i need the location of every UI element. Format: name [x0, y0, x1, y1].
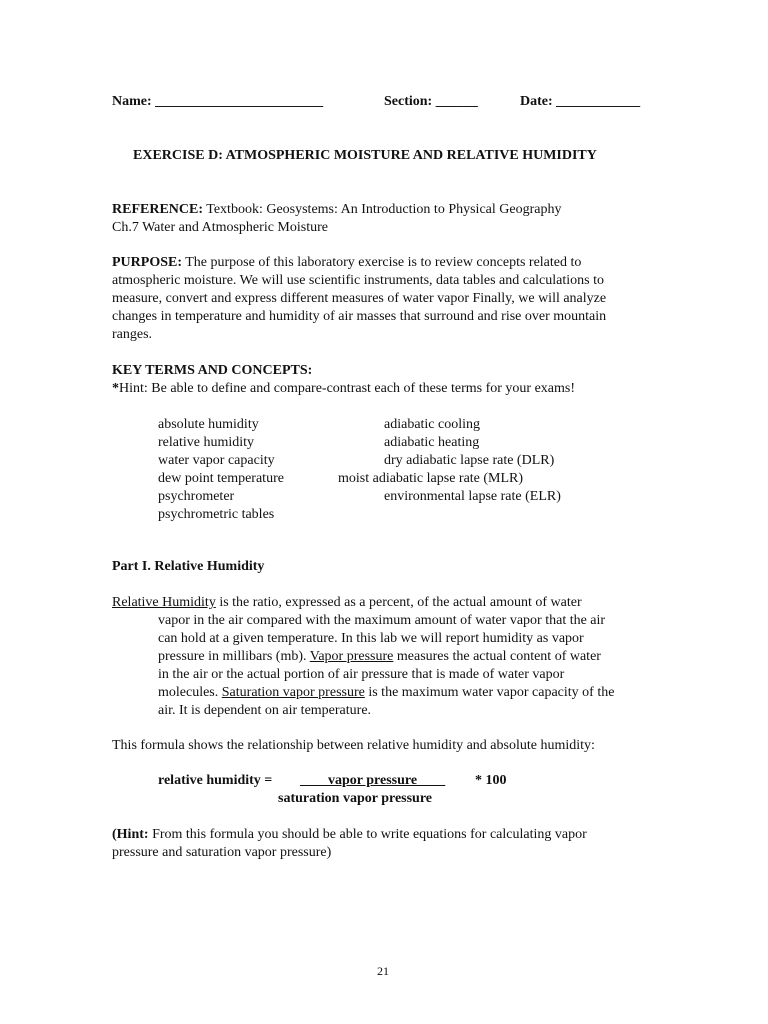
- formula-lhs: relative humidity =: [158, 773, 273, 788]
- name-field: [112, 93, 323, 111]
- date-label: Date:: [520, 94, 553, 109]
- term-item: water vapor capacity: [158, 453, 275, 468]
- key-terms-heading: KEY TERMS AND CONCEPTS:: [112, 363, 313, 378]
- relative-humidity-term: Relative Humidity: [112, 595, 216, 610]
- key-terms-hint: *Hint: Be able to define and compare-contrast each of these terms for your exams!: [112, 381, 575, 396]
- term-item: adiabatic heating: [384, 435, 480, 450]
- term-item: environmental lapse rate (ELR): [384, 489, 561, 504]
- purpose-paragraph: PURPOSE: The purpose of this laboratory exercise is to review concepts related to atmospheric moisture. We will use scientific instruments, data tables and calculations to measure, convert and express different measures of water vapor Finally, we will analyze changes in temperature and humidity of air masses that surround and rise over mountain ranges.: [112, 255, 607, 342]
- hint-line1: (Hint: From this formula you should be able to write equations for calculating vapor: [112, 827, 587, 842]
- saturation-vapor-pressure-term: Saturation vapor pressure: [221, 685, 365, 700]
- date-blank: ____________: [556, 94, 641, 109]
- name-blank: ________________________: [155, 94, 324, 109]
- formula-numerator: ____vapor pressure____: [300, 773, 446, 788]
- part1-heading: Part I. Relative Humidity: [112, 559, 265, 574]
- page-number: 21: [377, 964, 389, 978]
- reference-text: Textbook: Geosystems: An Introduction to Physical Geography: [206, 202, 562, 217]
- formula-multiplier: * 100: [475, 773, 507, 788]
- relative-humidity-paragraph: Relative Humidity is the ratio, expressed as a percent, of the actual amount of water vapor in the air compared with the maximum amount of water vapor that the air can hold at a given temperature. In this lab we will report humidity as vapor pressure in millibars (mb). Vapor pressure measures the actual content of water in the air or the actual portion of air pressure that is made of water vapor molecules. Saturation vapor pressure is the maximum water vapor capacity of the air. It is dependent on air temperature.: [112, 595, 615, 718]
- section-label: Section:: [384, 94, 433, 109]
- exercise-title: EXERCISE D: ATMOSPHERIC MOISTURE AND RELATIVE HUMIDITY: [133, 148, 597, 163]
- date-field: [520, 93, 640, 111]
- formula-denominator: saturation vapor pressure: [278, 791, 433, 806]
- key-terms-right-column: [338, 416, 561, 506]
- term-item: absolute humidity: [158, 417, 259, 432]
- term-item: dry adiabatic lapse rate (DLR): [384, 453, 555, 468]
- vapor-pressure-term: Vapor pressure: [309, 649, 394, 664]
- reference-line2: Ch.7 Water and Atmospheric Moisture: [112, 220, 328, 235]
- reference-label: REFERENCE:: [112, 202, 204, 217]
- hint-label: (Hint:: [112, 827, 149, 842]
- term-item: psychrometer: [158, 489, 235, 504]
- key-terms-left-column: [158, 416, 284, 524]
- term-item: psychrometric tables: [158, 507, 275, 522]
- section-blank: ______: [435, 94, 478, 109]
- purpose-label: PURPOSE:: [112, 255, 182, 270]
- name-label: Name:: [112, 94, 152, 109]
- term-item: dew point temperature: [158, 471, 284, 486]
- reference-line1: [112, 201, 561, 219]
- term-item: relative humidity: [158, 435, 255, 450]
- term-item: adiabatic cooling: [384, 417, 481, 432]
- section-field: [384, 93, 478, 111]
- term-item: moist adiabatic lapse rate (MLR): [338, 471, 524, 486]
- hint-line2: pressure and saturation vapor pressure): [112, 845, 332, 860]
- formula-intro: This formula shows the relationship between relative humidity and absolute humidity:: [112, 738, 595, 753]
